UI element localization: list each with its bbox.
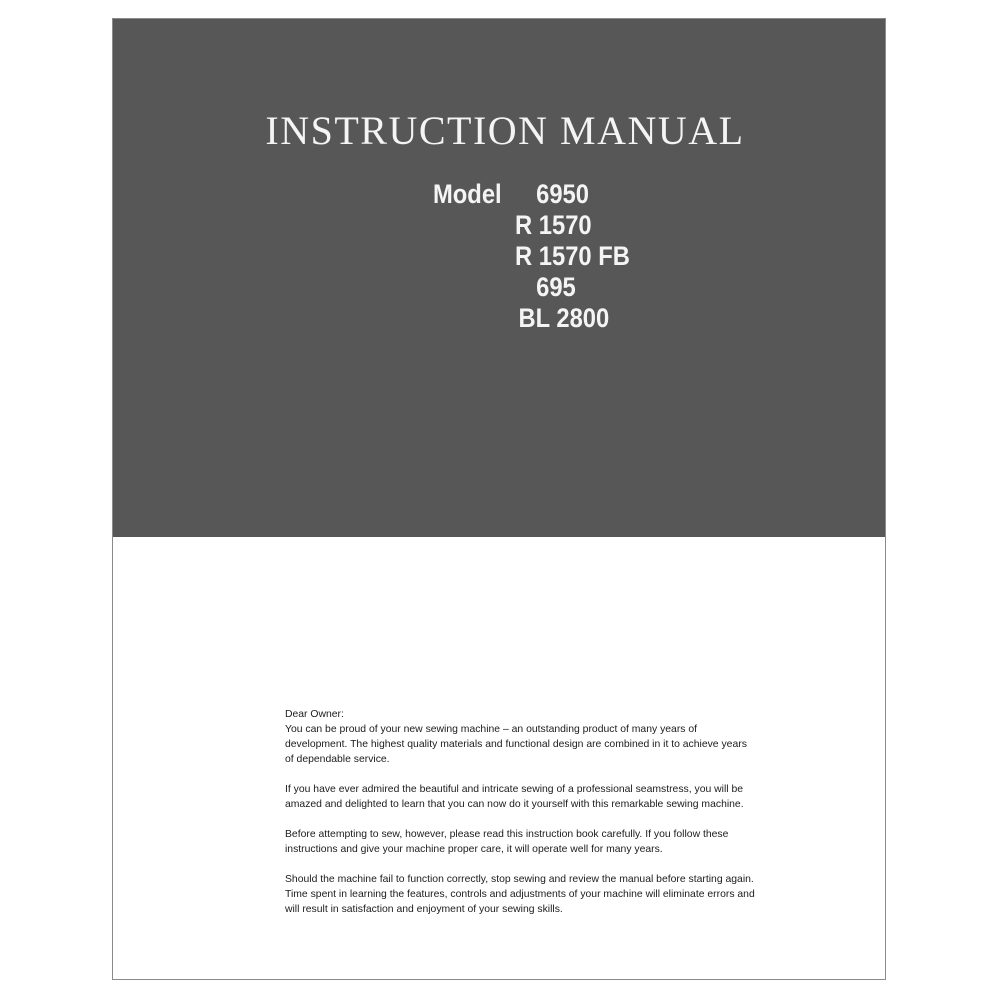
letter-paragraph: If you have ever admired the beautiful and intricate sewing of a professional seamstress, you will be amazed and delighted to learn that you can now do it yourself with this remarkable sewing machine. — [285, 784, 744, 810]
model-number: 6950 — [536, 179, 589, 209]
model-label: Model — [433, 179, 502, 209]
model-list — [515, 179, 630, 334]
letter-paragraph: Should the machine fail to function correctly, stop sewing and review the manual before starting again. Time spent in learning the features, controls and adjustments of your machine will eliminate errors and will result in satisfaction and enjoyment of your sewing skills. — [285, 874, 755, 915]
model-number: BL 2800 — [518, 303, 610, 333]
letter-paragraph: You can be proud of your new sewing machine – an outstanding product of many years of development. The highest quality materials and functional design are combined in it to achieve years of dependable service. — [285, 724, 747, 765]
owner-letter — [285, 707, 755, 932]
cover-panel — [113, 19, 885, 537]
model-number: 695 — [536, 272, 576, 302]
model-number: R 1570 FB — [515, 241, 630, 271]
manual-title: INSTRUCTION MANUAL — [265, 108, 745, 153]
manual-page — [112, 18, 886, 980]
model-number: R 1570 — [515, 210, 592, 240]
letter-greeting: Dear Owner: — [285, 709, 344, 720]
letter-paragraph: Before attempting to sew, however, please read this instruction book carefully. If you follow these instructions and give your machine proper care, it will operate well for many years. — [285, 829, 729, 855]
